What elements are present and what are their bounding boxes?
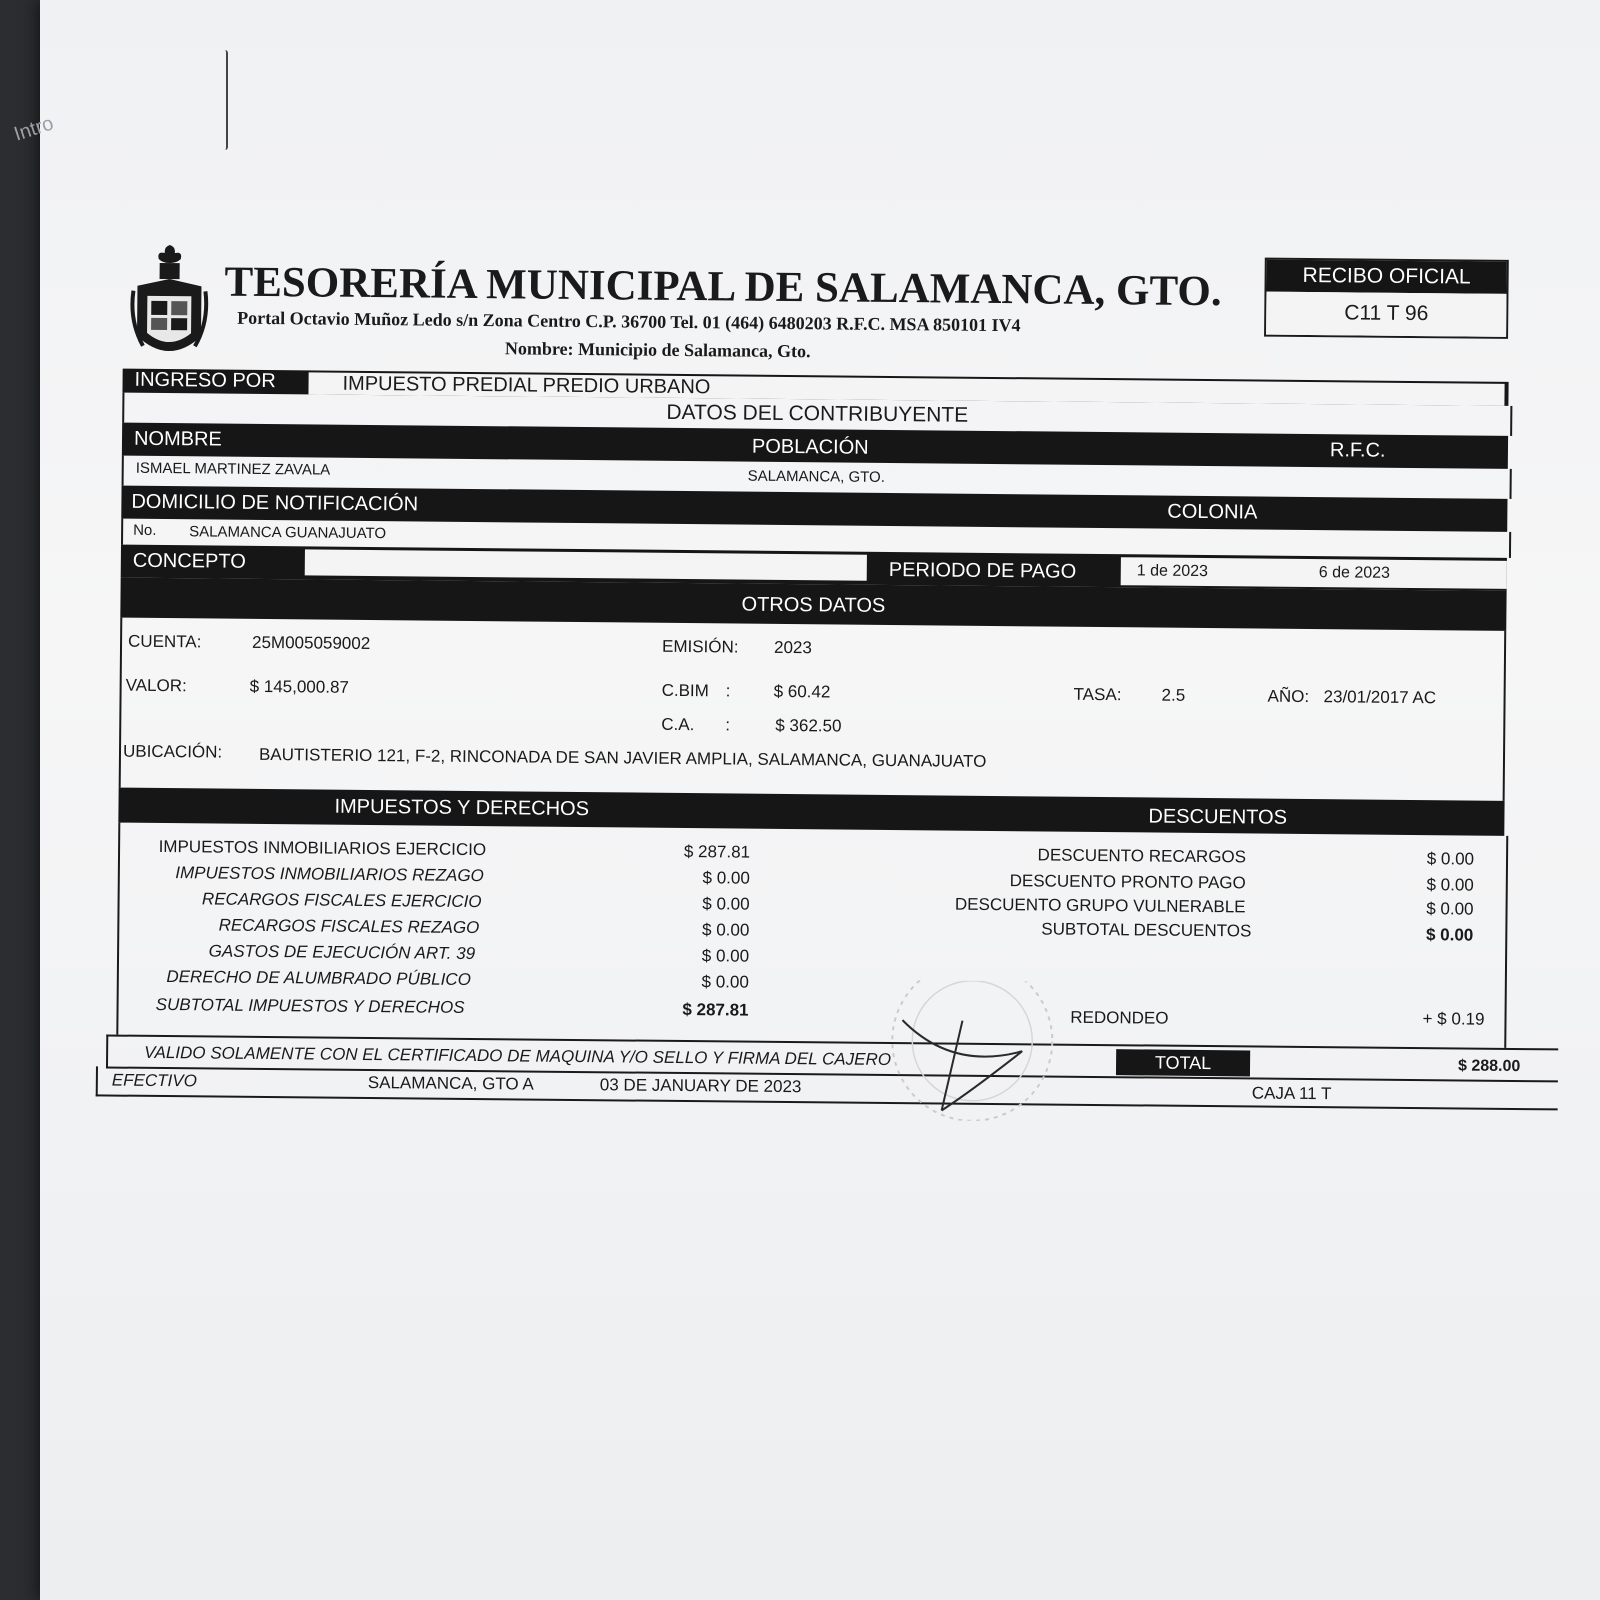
- recibo-label: RECIBO OFICIAL: [1266, 260, 1506, 294]
- colonia-label: COLONIA: [1167, 500, 1258, 524]
- total-label: TOTAL: [1116, 1049, 1250, 1076]
- concepto-label: CONCEPTO: [132, 549, 246, 573]
- receipt-form: [111, 368, 1521, 1104]
- valor-label: VALOR:: [125, 675, 187, 696]
- official-receipt: [52, 232, 1560, 1126]
- poblacion-value: SALAMANCA, GTO.: [747, 467, 886, 486]
- emision-label: EMISIÓN:: [661, 636, 739, 657]
- impuesto-label-0: IMPUESTOS INMOBILIARIOS EJERCICIO: [158, 836, 487, 860]
- treasury-title: TESORERÍA MUNICIPAL DE SALAMANCA, GTO.: [224, 258, 1222, 316]
- impuesto-value-2: $ 0.00: [702, 894, 750, 914]
- ubicacion-label: UBICACIÓN:: [122, 741, 223, 762]
- poblacion-label: POBLACIÓN: [751, 435, 869, 459]
- cbim-value: $ 60.42: [773, 681, 831, 702]
- impuestos-subtotal-value: $ 287.81: [682, 1000, 749, 1020]
- descuento-label-0: DESCUENTO RECARGOS: [1037, 845, 1247, 867]
- valido-text: VALIDO SOLAMENTE CON EL CERTIFICADO DE MAQUINA Y/O SELLO Y FIRMA DEL CAJERO: [144, 1042, 892, 1070]
- descuentos-subtotal-value: $ 0.00: [1425, 925, 1474, 945]
- impuestos-subtotal-label: SUBTOTAL IMPUESTOS Y DERECHOS: [155, 994, 465, 1017]
- sheet-fold-mark: [222, 50, 228, 150]
- impuesto-value-5: $ 0.00: [701, 972, 749, 992]
- ca-value: $ 362.50: [775, 715, 842, 736]
- ubicacion-value: BAUTISTERIO 121, F-2, RINCONADA DE SAN JAVIER AMPLIA, SALAMANCA, GUANAJUATO: [258, 744, 987, 771]
- cuenta-label: CUENTA:: [127, 631, 202, 652]
- treasury-address: Portal Octavio Muñoz Ledo s/n Zona Centro C.P. 36700 Tel. 01 (464) 6480203 R.F.C. MSA 850101 IV4: [237, 307, 1021, 336]
- total-value: $ 288.00: [1457, 1057, 1521, 1076]
- cuenta-value: 25M005059002: [251, 632, 371, 653]
- ingreso-label: INGRESO POR: [134, 368, 276, 393]
- tasa-label: TASA:: [1073, 684, 1122, 705]
- impuestos-descuentos-body: [116, 823, 1508, 1048]
- descuento-value-0: $ 0.00: [1426, 849, 1475, 869]
- nombre-label: NOMBRE: [133, 427, 222, 451]
- descuento-label-2: DESCUENTO GRUPO VULNERABLE: [954, 894, 1246, 917]
- rfc-label: R.F.C.: [1329, 439, 1386, 462]
- municipal-seal-icon: [129, 241, 210, 367]
- descuentos-subtotal-label: SUBTOTAL DESCUENTOS: [1041, 919, 1252, 941]
- descuento-label-1: DESCUENTO PRONTO PAGO: [1009, 871, 1246, 893]
- caja-text: CAJA 11 T: [1251, 1083, 1332, 1104]
- contribuyente-title: DATOS DEL CONTRIBUYENTE: [666, 400, 969, 427]
- periodo-label: PERIODO DE PAGO: [888, 558, 1077, 583]
- impuesto-label-4: GASTOS DE EJECUCIÓN ART. 39: [208, 941, 476, 964]
- cbim-colon: :: [725, 681, 731, 701]
- impuesto-label-1: IMPUESTOS INMOBILIARIOS REZAGO: [175, 863, 484, 886]
- lugar-text: SALAMANCA, GTO A: [367, 1072, 534, 1094]
- descuento-value-2: $ 0.00: [1426, 899, 1474, 919]
- impuesto-value-4: $ 0.00: [701, 946, 750, 966]
- treasury-owner-name: Nombre: Municipio de Salamanca, Gto.: [504, 338, 811, 362]
- redondeo-label: REDONDEO: [1070, 1007, 1169, 1028]
- impuesto-value-0: $ 287.81: [683, 842, 751, 862]
- no-label: No.: [133, 521, 157, 539]
- periodo-fin: 6 de 2023: [1318, 564, 1391, 582]
- descuento-value-1: $ 0.00: [1426, 875, 1474, 895]
- otros-datos-title: OTROS DATOS: [741, 593, 886, 617]
- tasa-value: 2.5: [1161, 685, 1186, 705]
- fecha-text: 03 DE JANUARY DE 2023: [599, 1075, 802, 1097]
- ca-label: C.A.: [661, 714, 695, 735]
- recibo-oficial-box: [1264, 258, 1509, 339]
- redondeo-value: + $ 0.19: [1422, 1009, 1485, 1029]
- domicilio-label: DOMICILIO DE NOTIFICACIÓN: [131, 490, 419, 516]
- periodo-box: [1121, 557, 1507, 589]
- domicilio-value: SALAMANCA GUANAJUATO: [189, 523, 387, 543]
- nombre-value: ISMAEL MARTINEZ ZAVALA: [135, 459, 331, 479]
- ca-colon: :: [725, 715, 731, 735]
- concepto-value: [305, 549, 867, 580]
- otros-datos-body: [119, 618, 1507, 801]
- impuesto-label-3: RECARGOS FISCALES REZAGO: [218, 915, 480, 938]
- periodo-inicio: 1 de 2023: [1136, 562, 1209, 581]
- ingreso-value: IMPUESTO PREDIAL PREDIO URBANO: [308, 372, 1504, 405]
- valor-value: $ 145,000.87: [249, 676, 349, 697]
- descuentos-title: DESCUENTOS: [1148, 805, 1288, 829]
- emision-value: 2023: [773, 637, 812, 658]
- impuesto-label-2: RECARGOS FISCALES EJERCICIO: [201, 889, 482, 912]
- impuesto-value-1: $ 0.00: [702, 868, 750, 888]
- ano-value: 23/01/2017 AC: [1323, 687, 1437, 708]
- impuesto-value-3: $ 0.00: [701, 920, 750, 940]
- recibo-number: C11 T 96: [1266, 292, 1506, 337]
- impuesto-label-5: DERECHO DE ALUMBRADO PÚBLICO: [166, 967, 471, 989]
- impuestos-title: IMPUESTOS Y DERECHOS: [334, 795, 590, 821]
- ano-label: AÑO:: [1267, 686, 1310, 707]
- forma-pago: EFECTIVO: [111, 1070, 197, 1091]
- background-book-text: Intro: [11, 112, 57, 146]
- cashier-signature-stamp: [822, 979, 1083, 1121]
- cbim-label: C.BIM: [661, 680, 709, 701]
